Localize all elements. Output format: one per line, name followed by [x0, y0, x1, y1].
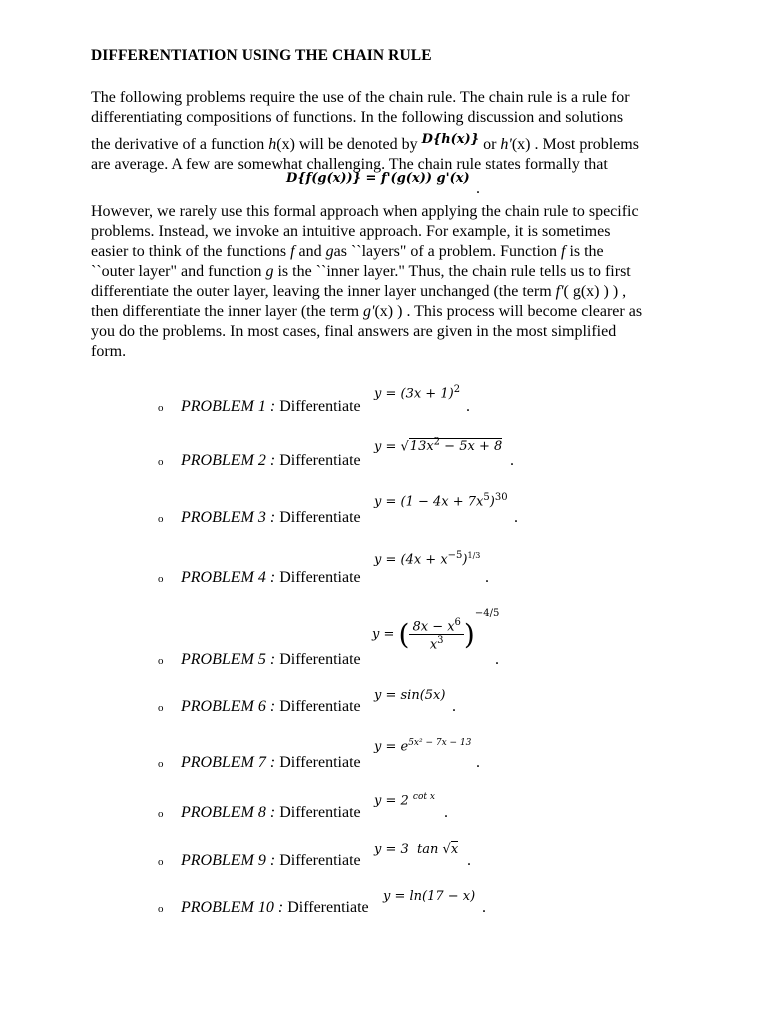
- problem-7[interactable]: PROBLEM 7 : Differentiate: [181, 754, 361, 771]
- list-bullet: o: [158, 856, 164, 868]
- problem-9-expression: y = 3 tan √x: [374, 842, 459, 857]
- problem-3[interactable]: PROBLEM 3 : Differentiate: [181, 509, 361, 526]
- period: .: [476, 754, 480, 771]
- body-line-8: form.: [91, 343, 127, 360]
- chain-rule-formula: D{f(g(x))} = f'(g(x)) g'(x): [286, 171, 470, 186]
- problem-5[interactable]: PROBLEM 5 : Differentiate: [181, 651, 361, 668]
- problem-9[interactable]: PROBLEM 9 : Differentiate: [181, 852, 361, 869]
- list-bullet: o: [158, 573, 164, 585]
- intro-line-3: the derivative of a function h(x) will be denoted by D{h(x)} or h'(x) . Most problems: [91, 132, 639, 153]
- period: .: [466, 398, 470, 415]
- intro-line-1: The following problems require the use of the chain rule. The chain rule is a rule for: [91, 89, 630, 106]
- page-title: DIFFERENTIATION USING THE CHAIN RULE: [91, 47, 432, 64]
- derivative-notation: D{h(x)}: [421, 132, 480, 147]
- body-line-2: problems. Instead, we invoke an intuitive approach. For example, it is sometimes: [91, 223, 611, 240]
- list-bullet: o: [158, 808, 164, 820]
- problem-10-expression: y = ln(17 − x): [383, 889, 476, 904]
- chain-rule-period: .: [476, 180, 480, 197]
- problem-4[interactable]: PROBLEM 4 : Differentiate: [181, 569, 361, 586]
- period: .: [444, 804, 448, 821]
- body-line-7: you do the problems. In most cases, final answers are given in the most simplified: [91, 323, 617, 340]
- list-bullet: o: [158, 702, 164, 714]
- list-bullet: o: [158, 758, 164, 770]
- body-line-6: then differentiate the inner layer (the term g'(x) ) . This process will become clearer as: [91, 303, 643, 320]
- body-line-4: ``outer layer" and function g is the ``inner layer." Thus, the chain rule tells us to first: [91, 263, 631, 280]
- problem-10[interactable]: PROBLEM 10 : Differentiate: [181, 899, 369, 916]
- period: .: [482, 899, 486, 916]
- problem-7-expression: $y = e^{5x^2 - 7x - 13}$: [374, 738, 472, 755]
- problem-6[interactable]: PROBLEM 6 : Differentiate: [181, 698, 361, 715]
- list-bullet: o: [158, 402, 164, 414]
- list-bullet: o: [158, 456, 164, 468]
- period: .: [467, 852, 471, 869]
- intro-paragraph: [91, 88, 691, 175]
- period: .: [510, 452, 514, 469]
- problem-8[interactable]: PROBLEM 8 : Differentiate: [181, 804, 361, 821]
- problem-2-expression: $y = √13x^2 - 5x + 8$: [374, 437, 503, 455]
- list-bullet: o: [158, 655, 164, 667]
- list-bullet: o: [158, 903, 164, 915]
- intro-line-2: differentiating compositions of functions. In the following discussion and solutions: [91, 109, 624, 126]
- list-bullet: o: [158, 513, 164, 525]
- body-line-3: easier to think of the functions f and gas ``layers" of a problem. Function f is the: [91, 243, 604, 260]
- body-line-1: However, we rarely use this formal approach when applying the chain rule to specific: [91, 203, 639, 220]
- problem-2[interactable]: PROBLEM 2 : Differentiate: [181, 452, 361, 469]
- problem-5-expression: y = ( $\frac{8x - x^6}{x^3}$ )$^{-4/5}$: [372, 608, 500, 653]
- problem-3-expression: $y = (1 - 4x + 7x^5)^{30}$: [374, 492, 508, 510]
- period: .: [495, 651, 499, 668]
- problem-6-expression: y = sin(5x): [374, 688, 446, 703]
- intro-line-4: are average. A few are somewhat challenging. The chain rule states formally that: [91, 156, 608, 173]
- body-line-5: differentiate the outer layer, leaving the inner layer unchanged (the term f'( g(x) ) ) ,: [91, 283, 627, 300]
- period: .: [514, 509, 518, 526]
- period: .: [452, 698, 456, 715]
- problem-4-expression: $y = (4x + x^{-5})^{1/3}$: [374, 550, 481, 568]
- problem-1[interactable]: PROBLEM 1 : Differentiate: [181, 398, 361, 415]
- problem-1-expression: $y = (3x + 1)^2$: [374, 384, 461, 402]
- problem-8-expression: y = 2 $^{cot x}$: [374, 792, 435, 809]
- body-paragraph: [91, 202, 691, 362]
- period: .: [485, 569, 489, 586]
